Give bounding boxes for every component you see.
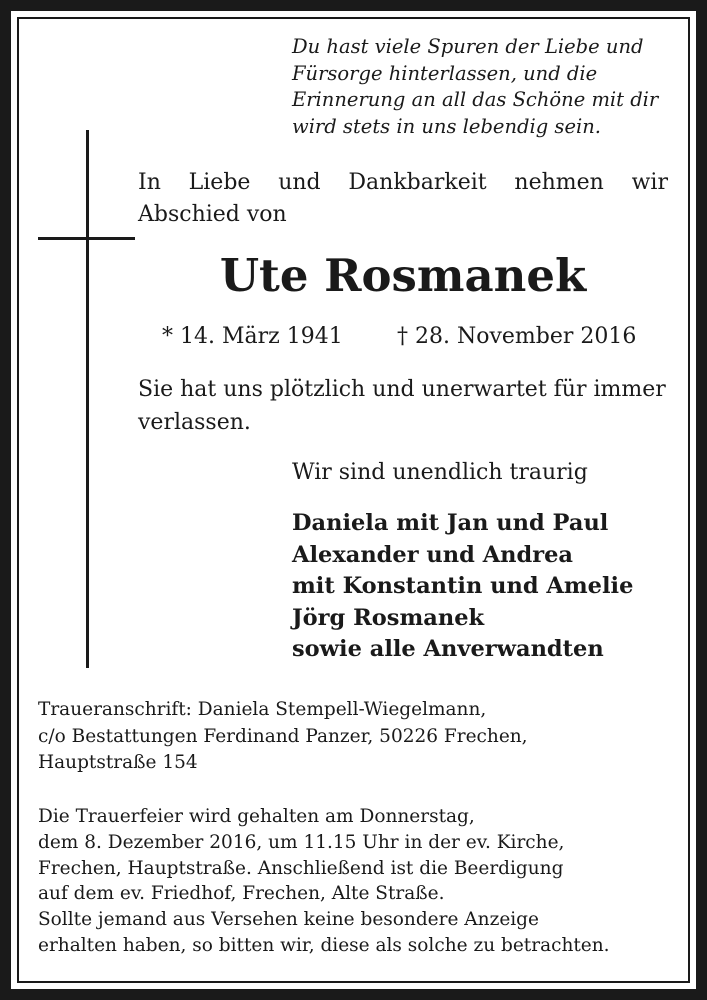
intro-line: In Liebe und Dankbarkeit nehmen wir [138,170,668,195]
mourning-address [38,697,668,777]
address-line: Hauptstraße 154 [38,752,198,773]
ceremony-line: Die Trauerfeier wird gehalten am Donnerstag, [38,806,475,827]
mourner-item: mit Konstantin und Amelie [292,573,634,599]
mourner-item: sowie alle Anverwandten [292,636,604,662]
ceremony-line: Frechen, Hauptstraße. Anschließend ist die Beerdigung [38,857,564,879]
passing-statement [138,373,673,439]
mourner-item: Daniela mit Jan und Paul [292,510,609,536]
poem-line: wird stets in uns lebendig sein. [292,114,601,138]
death-date: † 28. November 2016 [397,324,637,349]
mourners-list [292,508,682,666]
memorial-poem [292,34,682,140]
ceremony-line: erhalten haben, so bitten wir, diese als solche zu betrachten. [38,934,610,956]
mourner-item: Jörg Rosmanek [292,604,485,631]
intro-line: Abschied von [138,202,287,227]
poem-line: Erinnerung an all das Schöne mit dir [292,88,659,111]
ceremony-details [38,804,668,959]
ceremony-line: Sollte jemand aus Versehen keine besondere Anzeige [38,909,539,931]
farewell-intro [138,167,668,231]
cross-icon-vertical-bar [86,130,89,668]
ceremony-line: dem 8. Dezember 2016, um 11.15 Uhr in der ev. Kirche, [38,831,565,853]
ceremony-line: auf dem ev. Friedhof, Frechen, Alte Straße. [38,883,445,905]
statement-line: Sie hat uns plötzlich und unerwartet für immer [138,377,666,402]
mourner-item: Alexander und Andrea [292,541,573,568]
birth-date: * 14. März 1941 [162,324,343,349]
cross-icon-horizontal-bar [38,237,135,240]
address-line: Traueranschrift: Daniela Stempell-Wiegelmann, [38,699,487,720]
deceased-name: Ute Rosmanek [219,249,587,302]
statement-line: verlassen. [138,410,251,435]
grief-line: Wir sind unendlich traurig [292,460,588,485]
poem-line: Du hast viele Spuren der Liebe und [292,35,644,58]
address-line: c/o Bestattungen Ferdinand Panzer, 50226 Frechen, [38,725,528,747]
poem-line: Fürsorge hinterlassen, und die [292,61,598,85]
